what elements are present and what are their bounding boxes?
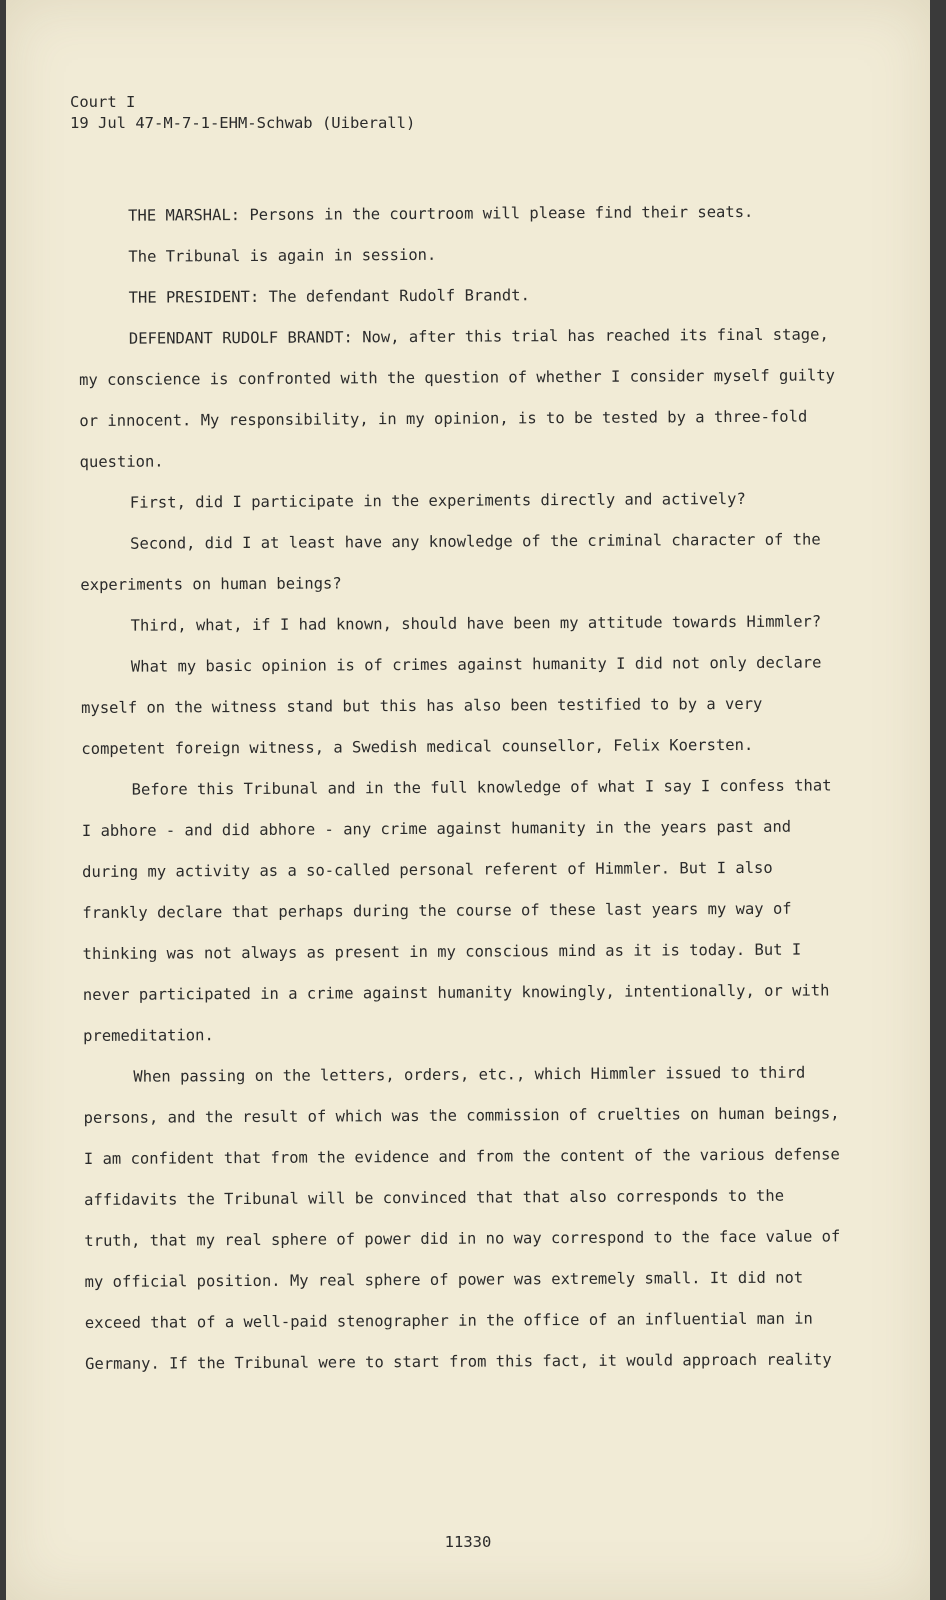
page-number: 11330 xyxy=(444,1533,492,1551)
paragraph-letters-orders: When passing on the letters, orders, etc., which Himmler issued to third persons, and the result of which was the commission of cruelties on human beings, I am confident that from the evidence and from the content of the various defense affidavits the Tribunal will be convinced that that also corresponds to the truth, that my real sphere of power did in no way correspond to the face value of my official position. My real sphere of power was extremely small. It did not exceed that of a well-paid stenographer in the office of an influential man in Germany. If the Tribunal were to start from this fact, it would approach reality xyxy=(83,1063,841,1373)
court-label: Court I xyxy=(70,93,136,111)
transcript-body xyxy=(78,191,845,1385)
paragraph-first-question: First, did I participate in the experiments directly and actively? xyxy=(129,489,746,512)
paragraph-second-question: Second, did I at least have any knowledge of the criminal character of the experiments on human beings? xyxy=(80,530,821,594)
paragraph-president: THE PRESIDENT: The defendant Rudolf Brandt. xyxy=(128,286,530,307)
paragraph-session: The Tribunal is again in session. xyxy=(128,245,437,266)
paragraph-brandt-opening: DEFENDANT RUDOLF BRANDT: Now, after this trial has reached its final stage, my conscience is confronted with the question of whether I consider myself guilty or innocent. My responsibility, in my opinion, is to be tested by a three-fold question. xyxy=(79,325,836,471)
document-page xyxy=(6,0,930,1600)
session-reference: 19 Jul 47-M-7-1-EHM-Schwab (Uiberall) xyxy=(70,114,416,132)
paragraph-basic-opinion: What my basic opinion is of crimes against humanity I did not only declare myself on the witness stand but this has also been testified to by a very competent foreign witness, a Swedish medical counsellor, Felix Koersten. xyxy=(81,653,822,758)
paragraph-marshal: THE MARSHAL: Persons in the courtroom will please find their seats. xyxy=(128,202,754,225)
document-header xyxy=(70,92,415,134)
paragraph-confession: Before this Tribunal and in the full knowledge of what I say I confess that I abhore - and did abhore - any crime against humanity in the years past and during my activity as a so-called personal referent of Himmler. But I also frankly declare that perhaps during the course of these last years my way of thinking was not always as present in my conscious mind as it is today. But I never participated in a crime against humanity knowingly, intentionally, or with premeditation. xyxy=(81,776,832,1045)
paragraph-third-question: Third, what, if I had known, should have been my attitude towards Himmler? xyxy=(130,612,822,635)
